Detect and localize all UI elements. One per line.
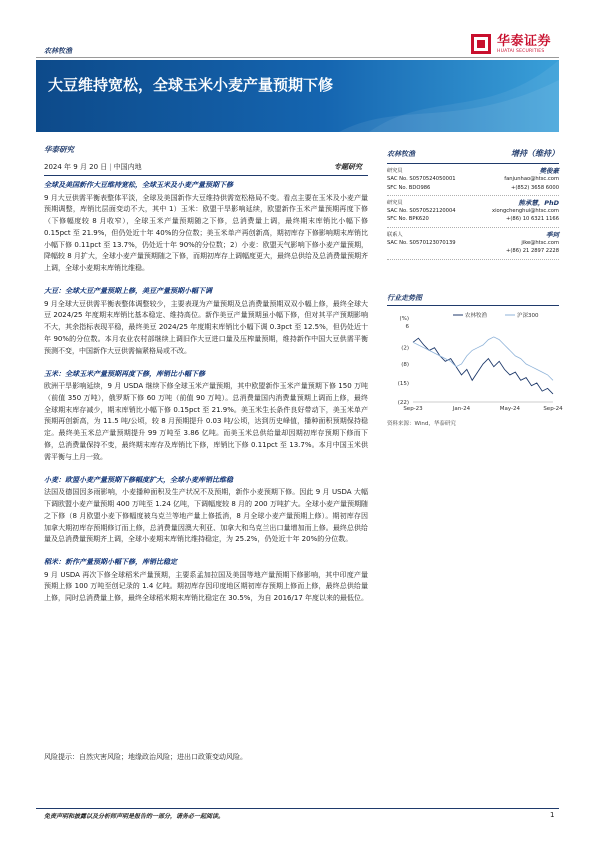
rating-sector: 农林牧渔	[387, 150, 415, 158]
analyst-phone: +(86) 10 6321 1166	[506, 216, 559, 223]
section-heading: 小麦：欧盟小麦产量预期下修幅度扩大，全球小麦库销比维稳	[44, 475, 233, 484]
header-divider	[36, 57, 559, 58]
x-tick-label: May-24	[499, 406, 521, 412]
report-region: 中国内地	[113, 163, 142, 171]
section-heading: 全球及美国新作大豆维持宽松，全球玉米及小麦产量预期下修	[44, 181, 233, 189]
x-tick-label: Sep-23	[403, 406, 423, 412]
y-tick-label: (15)	[397, 381, 409, 387]
analyst-sfc: SFC No. BPK620	[387, 216, 429, 223]
industry-trend-chart	[387, 310, 563, 416]
chart-source: 资料来源：Wind，华泰研究	[387, 421, 456, 427]
x-tick-label: Jan-24	[452, 406, 471, 412]
analyst-email[interactable]: fanjunhao@htsc.com	[504, 176, 559, 183]
analyst-email[interactable]: xiongchenghui@htsc.com	[492, 208, 559, 215]
huatai-logo-icon	[470, 33, 492, 55]
analyst-role: 研究员	[387, 168, 403, 174]
main-body	[44, 180, 368, 616]
series-line-csi300	[413, 337, 553, 380]
date-line	[44, 162, 142, 172]
legend-label: 农林牧渔	[465, 313, 488, 319]
report-date: 2024 年 9 月 20 日	[44, 163, 108, 171]
analyst-sac: SAC No. S0570522120004	[387, 208, 456, 215]
footer-disclaimer: 免责声明和披露以及分析师声明是报告的一部分，请务必一起阅读。	[44, 813, 225, 820]
y-tick-label: (8)	[401, 362, 409, 368]
section-overview	[44, 180, 368, 275]
section-heading: 玉米：全球玉米产量预期再度下修，库销比小幅下修	[44, 369, 205, 378]
analyst-card	[387, 228, 559, 260]
date-separator: |	[109, 163, 112, 171]
legend-label: 沪深300	[517, 313, 539, 319]
report-title: 大豆维持宽松，全球玉米小麦产量预期下修	[48, 76, 334, 94]
page-number: 1	[550, 811, 555, 819]
rating-value: 增持（维持）	[511, 149, 559, 158]
rating-header	[387, 148, 559, 164]
analyst-phone: +(852) 3658 6000	[511, 184, 559, 191]
analyst-sac: SAC No. S0570524050001	[387, 176, 456, 183]
section-wheat	[44, 475, 368, 546]
chart-section-title: 行业走势图	[387, 294, 422, 302]
section-corn	[44, 369, 368, 464]
section-body: 9 月大豆供需平衡表整体平淡，全球及美国新作大豆维持供需宽松格局不变。看点主要在玉米及小麦产量预期调整，库销比层面变动不大，其中 1）玉米：欧盟干旱影响延续，欧盟新作玉米产量预期再度下修（下修幅度较 8 月收窄），全球玉米产量预期随之下修，总消费量上调，最终期末库销比小幅下修 0.15pct 至 21.9%，但仍处近十年 40%的分位数；美玉米单产再创新高，期初库存下修影响期末库销比小幅下修 0.11pct 至 13.7%，仍处近十年 90%的分位数；2）小麦：欧盟天气影响下修小麦产量预期，降幅较 8 月扩大，全球小麦产量预期随之下修，而期初库存上调幅度更大，最终总供给及总消费量预期齐上调，全球小麦期末库销比维稳。	[44, 193, 368, 273]
section-soybean	[44, 286, 368, 357]
x-tick-label: Sep-24	[543, 406, 563, 412]
footer-divider	[36, 808, 559, 809]
title-banner	[36, 60, 559, 132]
section-heading: 大豆：全球大豆产量预期上修，美豆产量预期小幅下调	[44, 287, 212, 296]
section-body: 9 月 USDA 再次下修全球稻米产量预期，主要系孟加拉国及美国等地产量预期下修影响，其中印度产量预期上修 100 万吨至创记录的 1.4 亿吨。期初库存因印度地区期初库存预期上修而上修，最终总供给量上修，同时总消费量上修，最终全球稻米期末库销比稳定在 30.5%，为自 2016/17 年度以来的最低位。	[44, 570, 368, 603]
series-line-agriculture	[413, 338, 553, 394]
y-tick-label: (2)	[401, 345, 409, 352]
analyst-email[interactable]: jike@htsc.com	[521, 240, 559, 247]
analyst-name: 樊俊豪	[539, 167, 559, 175]
analyst-sac: SAC No. S0570123070139	[387, 240, 456, 247]
meta-divider	[44, 175, 368, 176]
y-tick-label: (22)	[397, 400, 409, 406]
analyst-sfc: SFC No. BDO986	[387, 184, 431, 191]
section-rice	[44, 557, 368, 605]
logo-english-name: HUATAI SECURITIES	[497, 48, 545, 54]
analyst-phone: +(86) 21 2897 2228	[506, 248, 559, 255]
y-tick-label: 6	[405, 324, 409, 330]
y-tick-label: (%)	[399, 316, 409, 322]
risk-warning: 风险提示：自然灾害风险；地缘政治风险；进出口政策变动风险。	[44, 753, 247, 761]
analyst-card	[387, 164, 559, 196]
analyst-name: 熊承慧，PhD	[518, 198, 559, 207]
section-heading: 稻米：新作产量预期小幅下修，库销比稳定	[44, 558, 177, 567]
chart-divider	[387, 305, 559, 306]
section-body: 欧洲干旱影响延续，9 月 USDA 继续下修全球玉米产量预期，其中欧盟新作玉米产量预期下修 150 万吨（前值 350 万吨），俄罗斯下修 60 万吨（前值 90 万吨）。总消费量国内消费量预期上调而上修，最终全球期末库存减少，期末库销比小幅下修 0.15pct 至 21.9%。美玉米生长条件良好带动下，美玉米单产预期再创新高，为 11.5 吨/公顷，较 8 月预期提升 0.03 吨/公顷，达到历史峰值，播种面积预期保持稳定。最终美玉米总产量预期提升 99 万吨至 3.86 亿吨。而美玉米总供给量却因期初库存预期下修而下修，总消费量保持不变，最终期末库存及库销比下修，库销比下修 0.11pct 至 13.7%。本月中国玉米供需平衡与上月一致。	[44, 382, 368, 461]
report-genre: 专题研究	[334, 163, 362, 171]
sector-tag: 农林牧渔	[44, 47, 72, 55]
section-body: 9 月全球大豆供需平衡表整体调整较少，主要表现为产量预期及总消费量预期双双小幅上修，最终全球大豆 2024/25 年度期末库销比基本稳定、维持高位。新作美豆产量预期虽小幅下修，但对其平产预期影响不大，其余指标表现平稳，最终美豆 2024/25 年度期末库销比小幅下调 0.3pct 至 12.5%，但仍处近十年 90%的分位数。本月农业农村部继续上调旧作大豆进口量及压榨量预期，维持新作中国大豆供需平衡预测不变，中国新作大豆供需偏紧格局或不改。	[44, 299, 368, 355]
analyst-role: 联系人	[387, 231, 403, 238]
analyst-card	[387, 196, 559, 228]
analyst-role: 研究员	[387, 199, 403, 206]
analyst-name: 季珂	[546, 230, 559, 239]
report-type: 华泰研究	[44, 145, 74, 154]
brand-logo	[470, 33, 551, 55]
rating-box	[387, 140, 559, 260]
logo-chinese-name: 华泰证券	[497, 33, 552, 49]
section-body: 法国及德国因多雨影响，小麦播种面积及生产状况不及预期，新作小麦预期下修。因此 9 月 USDA 大幅下调欧盟小麦产量预期 400 万吨至 1.24 亿吨，下调幅度较 8 月的 200 万吨扩大。全球小麦产量预期随之下修（8 月欧盟小麦下修幅度被乌克兰等地产量上修抵消，8 月全球小麦产量预期上修）。期初库存因加拿大期初库存预期修订而上修，总消费量因澳大利亚、加拿大和乌克兰出口量增加而上修。最终总供给量及总消费量预期齐上调，全球小麦期末库销比维持稳定，为 25.2%，仍处近十年 20%的分位数。	[44, 488, 368, 544]
